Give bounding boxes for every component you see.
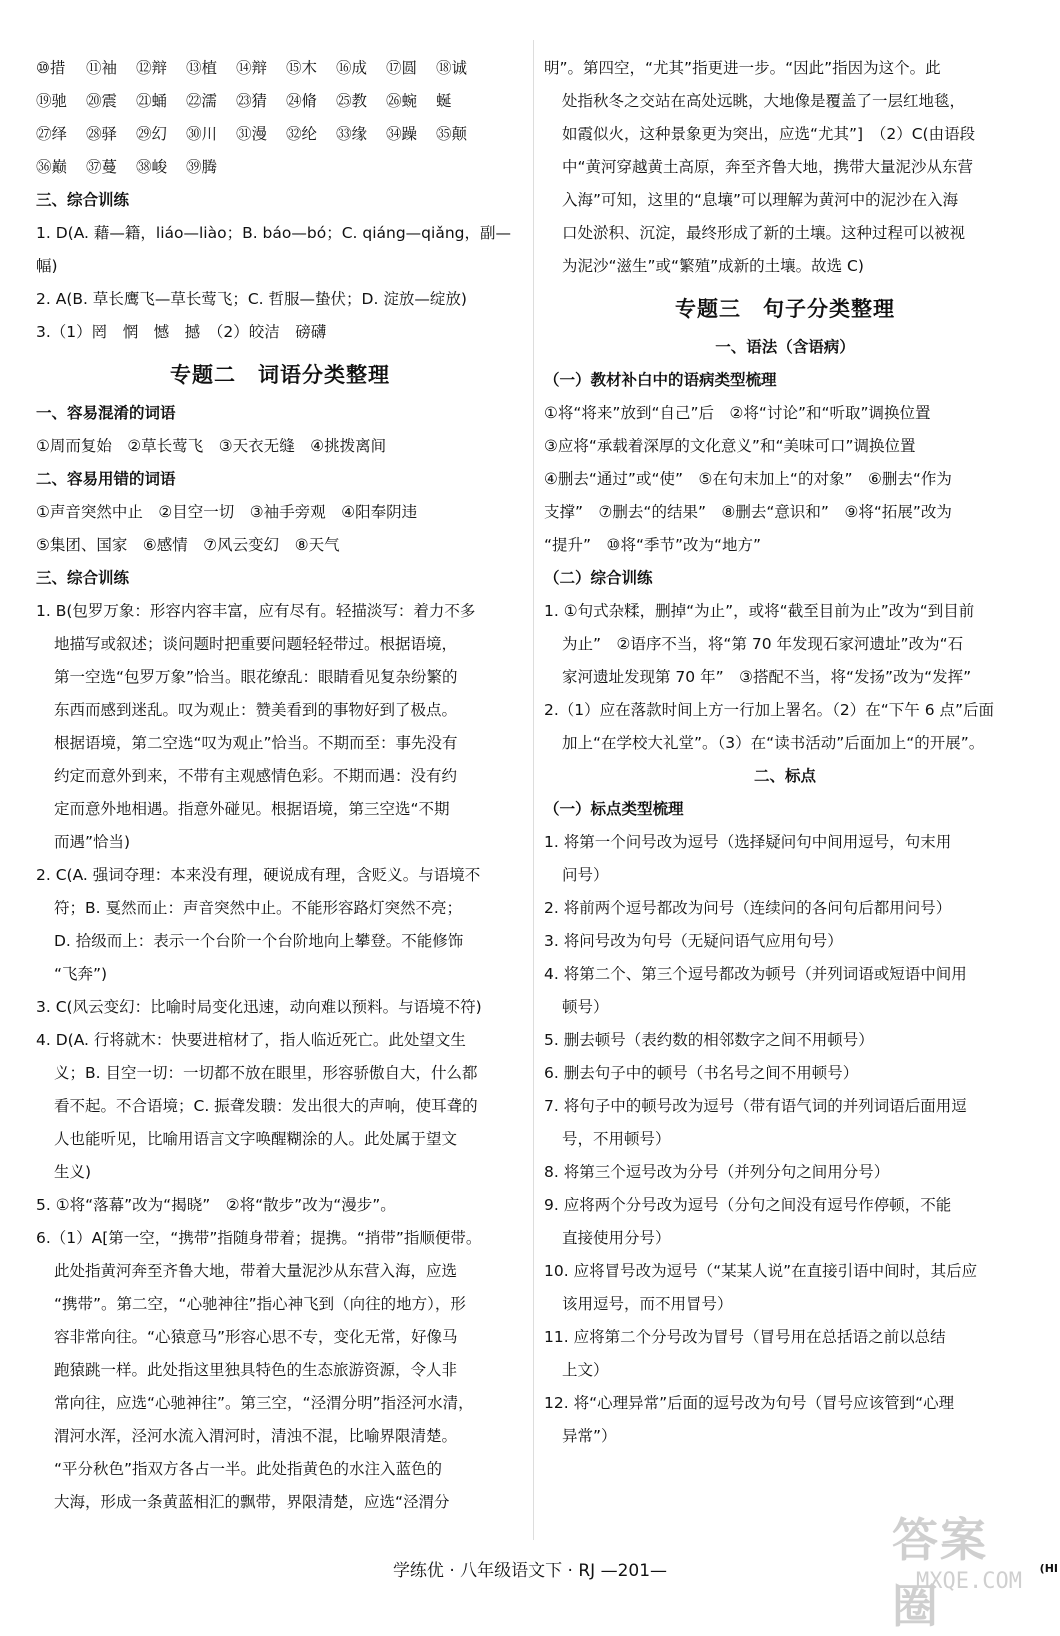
text-line: 渭河水浑，泾河水流入渭河时，清浊不混，比喻界限清楚。 — [54, 1427, 458, 1445]
character-item: ㉙幻 — [136, 125, 168, 143]
character-item: ㉝缘 — [336, 125, 368, 143]
text-line: ①将“将来”放到“自己”后 ②将“讨论”和“听取”调换位置 — [544, 404, 931, 422]
question-6 — [36, 1222, 524, 1519]
text-line: 入海”可知，这里的“息壤”可以理解为黄河中的泥沙在入海 — [562, 191, 959, 209]
text-line: 6.（1）A[第一空，“携带”指随身带着；提携。“捎带”指顺便带。 — [36, 1229, 482, 1247]
corner-mark: (HI — [1039, 1562, 1058, 1575]
character-item: ⑭辩 — [236, 59, 268, 77]
text-line: 定而意外地相遇。指意外碰见。根据语境，第三空选“不期 — [54, 800, 450, 818]
topic-title: 专题三 句子分类整理 — [675, 297, 895, 321]
question-6-continued — [544, 52, 1026, 283]
character-item: ㉗绎 — [36, 125, 68, 143]
text-line: ③应将“承载着深厚的文化意义”和“美味可口”调换位置 — [544, 437, 916, 455]
text-line: 大海，形成一条黄蓝相汇的飘带，界限清楚，应选“泾渭分 — [54, 1493, 450, 1511]
punctuation-item: 1. 将第一个问号改为逗号（选择疑问句中间用逗号，句末用 — [544, 833, 952, 851]
right-column — [544, 0, 1026, 1453]
punctuation-item: 上文） — [562, 1361, 609, 1379]
text-line: “飞奔”) — [54, 965, 108, 983]
text-line: 看不起。不合语境；C. 振聋发聩：发出很大的声响，使耳聋的 — [54, 1097, 478, 1115]
answer-line: 3.（1）罔 惘 憾 撼 （2）皎洁 磅礴 — [36, 323, 327, 341]
text-line: 支撑” ⑦删去“的结果” ⑧删去“意识和” ⑨将“拓展”改为 — [544, 503, 952, 521]
punctuation-item: 异常”） — [562, 1427, 617, 1445]
text-line: 为泥沙“滋生”或“繁殖”成新的土壤。故选 C) — [562, 257, 864, 275]
character-item: ⑪袖 — [86, 59, 118, 77]
answer-line: ①声音突然中止 ②目空一切 ③袖手旁观 ④阳奉阴违 — [36, 503, 418, 521]
character-item: ㉓猜 — [236, 92, 268, 110]
punctuation-item: 顿号） — [562, 998, 609, 1016]
character-row — [36, 151, 524, 184]
punctuation-item: 问号） — [562, 866, 609, 884]
character-list — [36, 52, 524, 184]
section-heading: 二、标点 — [753, 767, 816, 785]
character-item: ㉖蜿 — [386, 92, 418, 110]
text-line: 明”。第四空，“尤其”指更进一步。“因此”指因为这个。此 — [544, 59, 941, 77]
question-2 — [36, 859, 524, 991]
text-line: 容非常向往。“心猿意马”形容心思不专，变化无常，好像马 — [54, 1328, 458, 1346]
watermark-logo — [892, 1504, 1032, 1633]
punctuation-item: 4. 将第二个、第三个逗号都改为顿号（并列词语或短语中间用 — [544, 965, 967, 983]
text-line: “携带”。第二空，“心驰神往”指心神飞到（向往的地方），形 — [54, 1295, 466, 1313]
text-line: ④删去“通过”或“使” ⑤在句末加上“的对象” ⑥删去“作为 — [544, 470, 952, 488]
text-line: 中“黄河穿越黄土高原，奔至齐鲁大地，携带大量泥沙从东营 — [562, 158, 974, 176]
text-line: 根据语境，第二空选“叹为观止”恰当。不期而至：事先没有 — [54, 734, 458, 752]
character-item: ㊴腾 — [186, 158, 218, 176]
watermark-url: MXQE.COM — [916, 1569, 1022, 1594]
punctuation-item: 6. 删去句子中的顿号（书名号之间不用顿号） — [544, 1064, 859, 1082]
character-item: ㉑蛹 — [136, 92, 168, 110]
text-line: 4. D(A. 行将就木：快要进棺材了，指人临近死亡。此处望文生 — [36, 1031, 466, 1049]
punctuation-item: 12. 将“心理异常”后面的逗号改为句号（冒号应该管到“心理 — [544, 1394, 955, 1412]
text-line: 加上“在学校大礼堂”。（3）在“读书活动”后面加上“的开展”。 — [562, 734, 985, 752]
text-line: 1. B(包罗万象：形容内容丰富，应有尽有。轻描淡写：着力不多 — [36, 602, 476, 620]
answer-line: ⑤集团、国家 ⑥感情 ⑦风云变幻 ⑧天气 — [36, 536, 340, 554]
text-line: 第一空选“包罗万象”恰当。眼花缭乱：眼睛看见复杂纷繁的 — [54, 668, 458, 686]
character-item: ⑫辩 — [136, 59, 168, 77]
text-line: 约定而意外到来，不带有主观感情色彩。不期而遇：没有约 — [54, 767, 458, 785]
section-heading: 一、语法（含语病） — [715, 338, 855, 356]
punctuation-item: 3. 将问号改为句号（无疑问语气应用句号） — [544, 932, 843, 950]
character-row — [36, 52, 524, 85]
text-line: 东西而感到迷乱。叹为观止：赞美看到的事物好到了极点。 — [54, 701, 458, 719]
section-heading: 三、综合训练 — [36, 191, 130, 209]
text-line: 2.（1）应在落款时间上方一行加上署名。（2）在“下午 6 点”后面 — [544, 701, 995, 719]
punctuation-item: 该用逗号，而不用冒号） — [562, 1295, 733, 1313]
answer-line: ①周而复始 ②草长莺飞 ③天衣无缝 ④挑拨离间 — [36, 437, 387, 455]
subsection-heading: （二）综合训练 — [544, 569, 653, 587]
punctuation-list — [544, 826, 1026, 1453]
watermark-text: 答案圈 — [892, 1513, 988, 1633]
text-line: “平分秋色”指双方各占一半。此处指黄色的水注入蓝色的 — [54, 1460, 443, 1478]
punctuation-item: 8. 将第三个逗号改为分号（并列分句之间用分号） — [544, 1163, 890, 1181]
left-column — [36, 0, 524, 1519]
text-line: 地描写或叙述；谈问题时把重要问题轻轻带过。根据语境， — [54, 635, 458, 653]
grammar-list — [544, 397, 1026, 562]
subsection-heading: （一）教材补白中的语病类型梳理 — [544, 371, 777, 389]
character-item: ⑬植 — [186, 59, 218, 77]
punctuation-item: 2. 将前两个逗号都改为问号（连续问的各问句后都用问号） — [544, 899, 952, 917]
punctuation-item: 5. 删去顿号（表约数的相邻数字之间不用顿号） — [544, 1031, 874, 1049]
punctuation-item: 7. 将句子中的顿号改为逗号（带有语气词的并列词语后面用逗 — [544, 1097, 967, 1115]
text-line: 1. ①句式杂糅，删掉“为止”，或将“截至目前为止”改为“到目前 — [544, 602, 975, 620]
character-item: ㊱巅 — [36, 158, 68, 176]
text-line: 如霞似火，这种景象更为突出，应选“尤其”] （2）C(由语段 — [562, 125, 976, 143]
grammar-question-2 — [544, 694, 1026, 760]
page-footer: 学练优 · 八年级语文下 · RJ —201— — [392, 1561, 668, 1581]
punctuation-item: 10. 应将冒号改为逗号（“某某人说”在直接引语中间时，其后应 — [544, 1262, 978, 1280]
punctuation-item: 11. 应将第二个分号改为冒号（冒号用在总括语之前以总结 — [544, 1328, 946, 1346]
character-item: ⑳震 — [86, 92, 118, 110]
character-item: ⑱诚 — [436, 59, 468, 77]
text-line: 生义) — [54, 1163, 92, 1181]
character-row — [36, 118, 524, 151]
column-divider — [533, 40, 534, 1540]
character-item: ㉒濡 — [186, 92, 218, 110]
text-line: 此处指黄河奔至齐鲁大地，带着大量泥沙从东营入海，应选 — [54, 1262, 458, 1280]
text-line: “提升” ⑩将“季节”改为“地方” — [544, 536, 762, 554]
question-5: 5. ①将“落幕”改为“揭晓” ②将“散步”改为“漫步”。 — [36, 1196, 396, 1214]
question-3: 3. C(风云变幻：比喻时局变化迅速，动向难以预料。与语境不符) — [36, 998, 482, 1016]
character-item: ㉟颠 — [436, 125, 468, 143]
character-item: ㊲蔓 — [86, 158, 118, 176]
character-item: ㉔脩 — [286, 92, 318, 110]
subsection-heading: （一）标点类型梳理 — [544, 800, 684, 818]
character-item: ⑰圆 — [386, 59, 418, 77]
character-row — [36, 85, 524, 118]
text-line: D. 拾级而上：表示一个台阶一个台阶地向上攀登。不能修饰 — [54, 932, 464, 950]
character-item: ㉘驿 — [86, 125, 118, 143]
topic-title: 专题二 词语分类整理 — [170, 363, 390, 387]
character-item: 蜒 — [436, 92, 452, 110]
text-line: 处指秋冬之交站在高处远眺，大地像是覆盖了一层红地毯， — [562, 92, 966, 110]
punctuation-item: 号，不用顿号） — [562, 1130, 671, 1148]
character-item: ⑮木 — [286, 59, 318, 77]
text-line: 口处淤积、沉淀，最终形成了新的土壤。这种过程可以被视 — [562, 224, 966, 242]
text-line: 义；B. 目空一切：一切都不放在眼里，形容骄傲自大，什么都 — [54, 1064, 478, 1082]
text-line: 家河遗址发现第 70 年” ③搭配不当，将“发扬”改为“发挥” — [562, 668, 972, 686]
text-line: 人也能听见，比喻用语言文字唤醒糊涂的人。此处属于望文 — [54, 1130, 458, 1148]
punctuation-item: 9. 应将两个分号改为逗号（分句之间没有逗号作停顿，不能 — [544, 1196, 952, 1214]
text-line: 而遇”恰当) — [54, 833, 131, 851]
text-line: 符；B. 戛然而止：声音突然中止。不能形容路灯突然不亮； — [54, 899, 462, 917]
character-item: ⑩措 — [36, 59, 66, 77]
character-item: ㉛漫 — [236, 125, 268, 143]
answer-line: 1. D(A. 藉—籍，liáo—liào；B. báo—bó；C. qiáng—qiǎng，副—幅) — [36, 224, 511, 275]
question-4 — [36, 1024, 524, 1189]
character-item: ⑲驰 — [36, 92, 68, 110]
text-line: 常向往，应选“心驰神往”。第三空，“泾渭分明”指泾河水清， — [54, 1394, 474, 1412]
question-1 — [36, 595, 524, 859]
character-item: ㉞躁 — [386, 125, 418, 143]
text-line: 为止” ②语序不当，将“第 70 年发现石家河遗址”改为“石 — [562, 635, 964, 653]
section-heading: 三、综合训练 — [36, 569, 130, 587]
character-item: ㉚川 — [186, 125, 218, 143]
character-item: ㊳峻 — [136, 158, 168, 176]
grammar-question-1 — [544, 595, 1026, 694]
character-item: ⑯成 — [336, 59, 368, 77]
punctuation-item: 直接使用分号） — [562, 1229, 671, 1247]
section-heading: 一、容易混淆的词语 — [36, 404, 176, 422]
text-line: 2. C(A. 强词夺理：本来没有理，硬说成有理，含贬义。与语境不 — [36, 866, 481, 884]
text-line: 跑猿跳一样。此处指这里独具特色的生态旅游资源，令人非 — [54, 1361, 458, 1379]
answer-line: 2. A(B. 草长鹰飞—草长莺飞；C. 哲服—蛰伏；D. 淀放—绽放) — [36, 290, 467, 308]
character-item: ㉜纶 — [286, 125, 318, 143]
character-item: ㉕教 — [336, 92, 368, 110]
section-heading: 二、容易用错的词语 — [36, 470, 176, 488]
